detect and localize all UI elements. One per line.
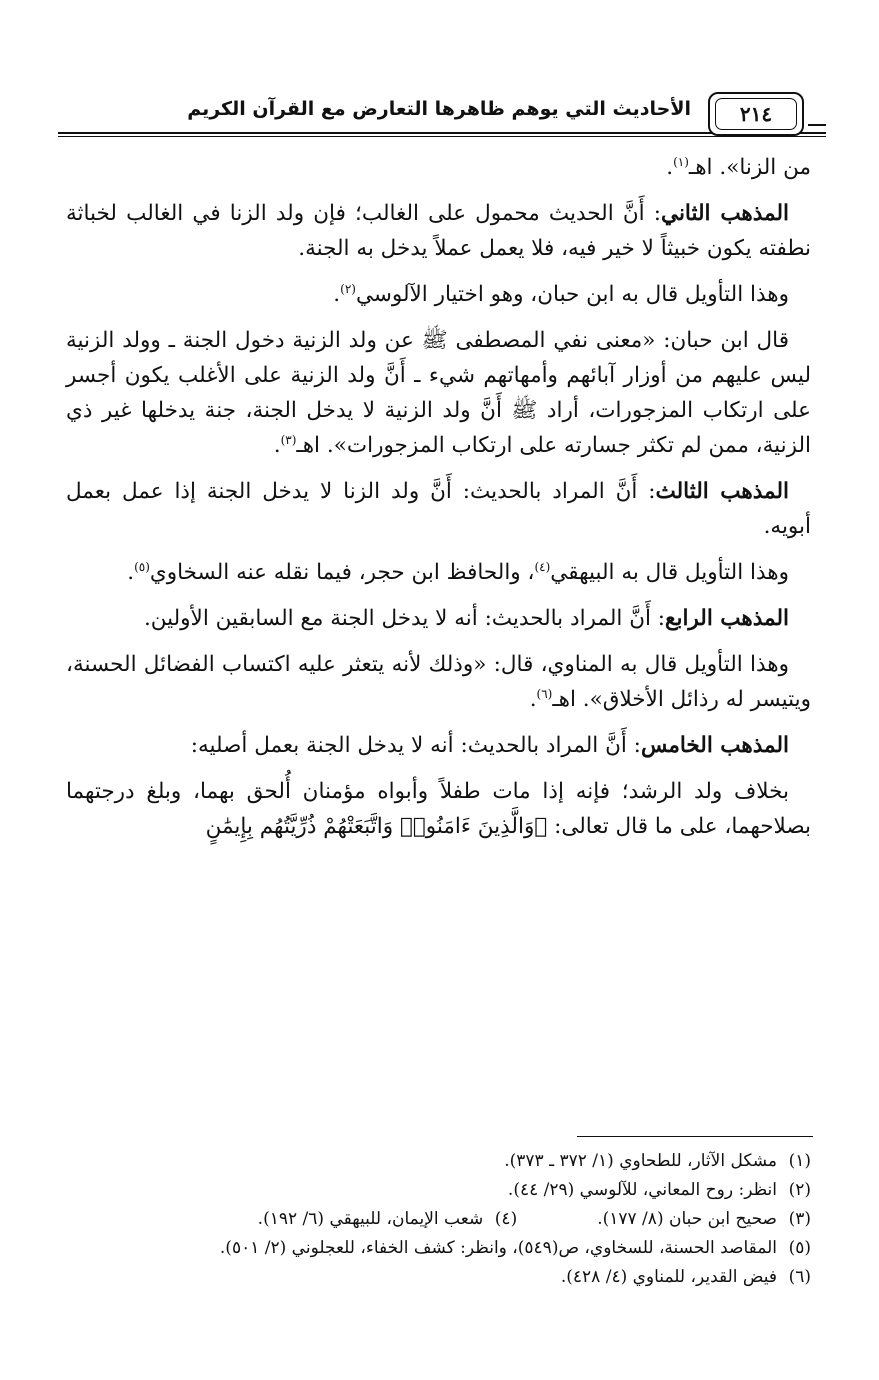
main-text	[66, 150, 811, 855]
footnote-ref: (٦)	[536, 686, 553, 701]
page-number: ٢١٤	[715, 98, 797, 130]
footnote-separator	[577, 1136, 813, 1137]
footnote-5: (٥)المقاصد الحسنة، للسخاوي، ص(٥٤٩)، وانظر: كشف الخفاء، للعجلوني (٢/ ٥٠١).	[219, 1238, 811, 1258]
paragraph-8: وهذا التأويل قال به المناوي، قال: «وذلك لأنه يتعثر عليه اكتساب الفضائل الحسنة، ويتيسر له رذائل الأخلاق». اهـ$^{(٦)}$.	[66, 652, 811, 712]
paragraph-2: المذهب الثاني: أَنَّ الحديث محمول على الغالب؛ فإن ولد الزنا في الغالب لخباثة نطفته يكون خبيثاً لا خير فيه، فلا يعمل عملاً يدخل به الجنة.	[66, 201, 811, 261]
section-label: المذهب الثاني	[661, 201, 790, 226]
page-number-frame	[708, 92, 804, 136]
paragraph-1: من الزنا». اهـ$^{(١)}$.	[666, 154, 811, 180]
footnote-ref: (٣)	[280, 432, 297, 447]
header-tick	[808, 124, 826, 126]
header-rule-thin	[58, 136, 826, 137]
paragraph-9: المذهب الخامس: أَنَّ المراد بالحديث: أنه لا يدخل الجنة بعمل أصليه:	[190, 733, 789, 758]
footnote-2: (٢)انظر: روح المعاني، للآلوسي (٢٩/ ٤٤).	[507, 1180, 811, 1200]
running-header	[58, 92, 826, 142]
section-label: المذهب الخامس	[640, 733, 789, 758]
footnote-6: (٦)فيض القدير، للمناوي (٤/ ٤٢٨).	[560, 1267, 811, 1287]
paragraph-6: وهذا التأويل قال به البيهقي$^{(٤)}$، والحافظ ابن حجر، فيما نقله عنه السخاوي$^{(٥)}$.	[127, 559, 789, 585]
footnote-ref: (١)	[673, 154, 689, 169]
paragraph-5: المذهب الثالث: أَنَّ المراد بالحديث: أَنَّ ولد الزنا لا يدخل الجنة إذا عمل بعمل أبويه.	[66, 479, 811, 539]
footnote-ref: (٤)	[534, 559, 551, 574]
footnote-3-4: (٣)صحيح ابن حبان (٨/ ١٧٧).(٤)شعب الإيمان، للبيهقي (٦/ ١٩٢).	[257, 1209, 811, 1229]
paragraph-7: المذهب الرابع: أَنَّ المراد بالحديث: أنه لا يدخل الجنة مع السابقين الأولين.	[143, 606, 789, 631]
footnote-1: (١)مشكل الآثار، للطحاوي (١/ ٣٧٢ ـ ٣٧٣).	[504, 1151, 811, 1171]
paragraph-10: بخلاف ولد الرشد؛ فإنه إذا مات طفلاً وأبواه مؤمنان أُلحق بهما، وبلغ درجتهما بصلاحهما، على ما قال تعالى: ﴿وَالَّذِينَ ءَامَنُوا۟ وَاتَّبَعَتْهُمْ ذُرِّيَّتُهُم بِإِيمَٰنٍ	[66, 779, 811, 839]
paragraph-4: قال ابن حبان: «معنى نفي المصطفى ﷺ عن ولد الزنية دخول الجنة ـ وولد الزنية ليس عليهم من أوزار آبائهم وأمهاتهم شيء ـ أَنَّ ولد الزنية على الأغلب يكون أجسر على ارتكاب المزجورات، أراد ﷺ أَنَّ ولد الزنية لا يدخل الجنة، جنة يدخلها غير ذي الزنية، ممن لم تكثر جسارته على ارتكاب المزجورات». اهـ$^{(٣)}$.	[66, 328, 811, 458]
section-label: المذهب الثالث	[655, 479, 789, 504]
footnote-ref: (٥)	[134, 559, 150, 574]
footnote-ref: (٢)	[340, 281, 356, 296]
footnotes	[66, 1147, 811, 1292]
header-title: الأحاديث التي يوهم ظاهرها التعارض مع القرآن الكريم	[187, 98, 691, 120]
section-label: المذهب الرابع	[665, 606, 789, 631]
paragraph-3: وهذا التأويل قال به ابن حبان، وهو اختيار الآلوسي$^{(٢)}$.	[333, 281, 789, 307]
